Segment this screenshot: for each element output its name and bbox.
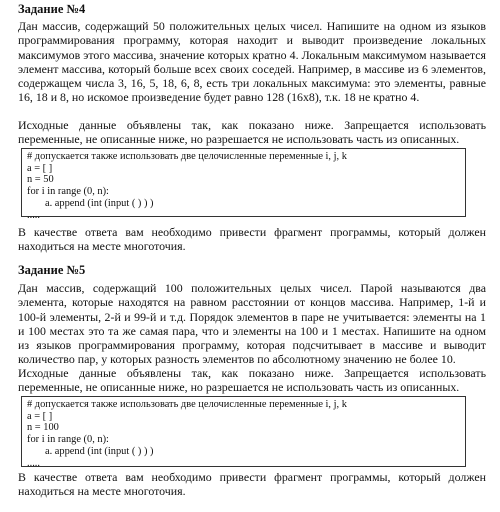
code-line: a. append (int (input ( ) ) ) [45,197,154,209]
code-line: for i in range (0, n): [27,434,109,446]
task4-answer-note: В качестве ответа вам необходимо привести фрагмент программы, который должен находиться на месте многоточия. [18,225,486,254]
task4-note: Исходные данные объявлены так, как показано ниже. Запрещается использовать переменные, не описанные ниже, но разрешается не использовать часть из описанных. [18,118,486,147]
task5-statement: Дан массив, содержащий 100 положительных целых чисел. Парой называются два элемента, которые находятся на равном расстоянии от концов массива. Например, 1-й и 100-й элементы, 2-й и 99-й и т.д. Порядок элементов в паре не учитывается: элементы на 1 и 100 местах это та же самая пара, что и элементы на 100 и 1 местах. Напишите на одном из языков программирования программу, которая подсчитывает в массиве и выводит количество пар, у которых разность элементов по абсолютному значению не более 10. [18,281,486,367]
task5-code-box [21,396,466,467]
task5-note: Исходные данные объявлены так, как показано ниже. Запрещается использовать переменные, не описанные ниже, но разрешается не использовать часть из описанных. [18,366,486,395]
task5-title: Задание №5 [18,263,86,277]
code-line: a = [ ] [27,162,53,174]
code-line: n = 50 [27,174,54,186]
code-ellipsis: ..... [27,209,40,221]
task4-title: Задание №4 [18,2,86,16]
task4-statement: Дан массив, содержащий 50 положительных целых чисел. Напишите на одном из языков программирования программу, которая находит и выводит произведение локальных максимумов этого массива, значение которых кратно 4. Локальным максимумом называется элемент массива, который больше всех своих соседей. Например, в массиве из 6 элементов, содержащем числа 3, 16, 5, 18, 6, 8, есть три локальных максимума: это элементы, равные 16, 18 и 8, но искомое произведение будет равно 128 (16x8), т.к. 18 не кратно 4. [18,19,486,105]
code-line: for i in range (0, n): [27,186,109,198]
task4-code-box [21,148,466,221]
code-line: a = [ ] [27,410,53,422]
code-line: n = 100 [27,422,59,434]
code-comment: # допускается также использовать две целочисленные переменные i, j, k [27,151,347,162]
code-line: a. append (int (input ( ) ) ) [45,445,154,457]
task5-answer-note: В качестве ответа вам необходимо привести фрагмент программы, который должен находиться на месте многоточия. [18,470,486,499]
code-comment: # допускается также использовать две целочисленные переменные i, j, k [27,399,347,410]
code-ellipsis: ..... [27,457,40,469]
